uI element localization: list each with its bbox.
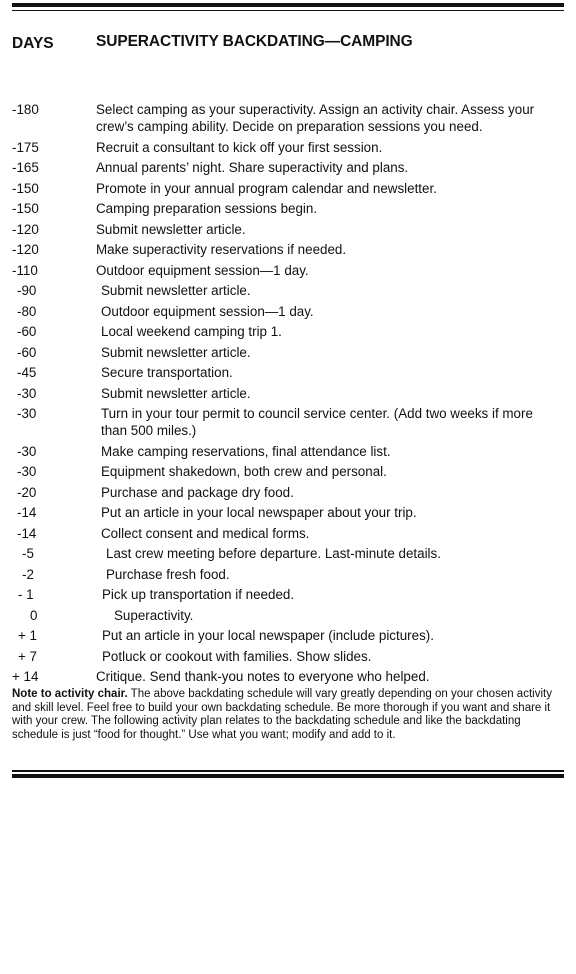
bottom-rule: [12, 770, 564, 778]
task-description: Equipment shakedown, both crew and personal.: [101, 464, 387, 479]
day-offset: -165: [12, 160, 39, 175]
task-description: Make superactivity reservations if needed.: [96, 242, 347, 257]
task-description: Make camping reservations, final attendance list.: [101, 443, 391, 459]
day-offset: -45: [17, 365, 37, 380]
day-offset: + 7: [18, 648, 37, 664]
schedule-row: [12, 139, 564, 156]
day-offset: -20: [17, 484, 37, 500]
schedule-row: [12, 323, 564, 340]
task-description: Put an article in your local newspaper about your trip.: [101, 505, 417, 520]
task-description: Critique. Send thank-you notes to everyone who helped.: [96, 669, 430, 684]
schedule-row: [12, 607, 564, 624]
task-description: Turn in your tour permit to council service center. (Add two weeks if more than 500 miles.): [101, 406, 533, 438]
day-offset: -180: [12, 102, 39, 117]
day-offset: -2: [22, 566, 34, 582]
day-offset: -60: [17, 344, 37, 360]
task-description: Outdoor equipment session—1 day.: [101, 303, 314, 319]
day-offset: 0: [30, 607, 38, 623]
schedule-row: [12, 545, 564, 562]
schedule-row: [12, 159, 564, 176]
page-title: SUPERACTIVITY BACKDATING—CAMPING: [96, 33, 413, 50]
schedule-row: [12, 586, 564, 603]
days-column-heading: DAYS: [12, 35, 54, 52]
task-description: Recruit a consultant to kick off your first session.: [96, 139, 383, 155]
day-offset: -120: [12, 242, 39, 257]
task-description: Last crew meeting before departure. Last-minute details.: [106, 546, 441, 561]
day-offset: -110: [12, 262, 38, 278]
schedule-row: [12, 262, 564, 279]
schedule-list: [12, 101, 564, 689]
day-offset: - 1: [18, 587, 34, 602]
day-offset: + 14: [12, 669, 39, 684]
note-to-activity-chair: [12, 688, 562, 742]
schedule-row: [12, 627, 564, 644]
schedule-row: [12, 101, 564, 135]
day-offset: -150: [12, 201, 39, 216]
schedule-row: [12, 180, 564, 197]
day-offset: -90: [17, 283, 37, 298]
schedule-row: [12, 668, 564, 685]
task-description: Superactivity.: [114, 607, 194, 623]
task-description: Local weekend camping trip 1.: [101, 324, 282, 339]
task-description: Secure transportation.: [101, 365, 233, 380]
task-description: Potluck or cookout with families. Show slides.: [102, 648, 372, 664]
day-offset: -14: [17, 505, 37, 520]
schedule-row: [12, 364, 564, 381]
schedule-row: [12, 303, 564, 320]
task-description: Promote in your annual program calendar and newsletter.: [96, 180, 437, 196]
day-offset: -14: [17, 525, 37, 541]
day-offset: -150: [12, 180, 39, 196]
task-description: Purchase fresh food.: [106, 566, 230, 582]
day-offset: + 1: [18, 628, 37, 643]
schedule-row: [12, 241, 564, 258]
day-offset: -30: [17, 443, 37, 459]
day-offset: -80: [17, 303, 37, 319]
schedule-row: [12, 344, 564, 361]
schedule-row: [12, 648, 564, 665]
task-description: Purchase and package dry food.: [101, 484, 294, 500]
day-offset: -30: [17, 464, 37, 479]
top-rule: [12, 3, 564, 11]
task-description: Put an article in your local newspaper (include pictures).: [102, 628, 434, 643]
task-description: Submit newsletter article.: [101, 344, 251, 360]
schedule-row: [12, 221, 564, 238]
schedule-row: [12, 385, 564, 402]
task-description: Collect consent and medical forms.: [101, 525, 310, 541]
note-lead: Note to activity chair.: [12, 688, 128, 700]
task-description: Submit newsletter article.: [96, 221, 246, 237]
task-description: Submit newsletter article.: [101, 283, 251, 298]
task-description: Outdoor equipment session—1 day.: [96, 262, 309, 278]
task-description: Pick up transportation if needed.: [102, 587, 295, 602]
day-offset: -120: [12, 221, 39, 237]
schedule-row: [12, 525, 564, 542]
schedule-row: [12, 484, 564, 501]
day-offset: -5: [22, 546, 34, 561]
note-body: The above backdating schedule will vary greatly depending on your chosen activity and skill level. Feel free to build your own backdating schedule. Be more thorough if you want and share it with your crew. The following activity plan relates to the backdating schedule and like the backdating schedule is just “food for thought.” Use what you want; modify and add to it.: [12, 688, 552, 741]
schedule-row: [12, 443, 564, 460]
task-description: Camping preparation sessions begin.: [96, 201, 318, 216]
day-offset: -175: [12, 139, 39, 155]
schedule-row: [12, 566, 564, 583]
task-description: Submit newsletter article.: [101, 385, 251, 401]
schedule-row: [12, 504, 564, 521]
day-offset: -60: [17, 324, 37, 339]
task-description: Annual parents’ night. Share superactivity and plans.: [96, 160, 409, 175]
day-offset: -30: [17, 385, 37, 401]
schedule-row: [12, 405, 564, 439]
schedule-row: [12, 463, 564, 480]
schedule-row: [12, 200, 564, 217]
schedule-row: [12, 282, 564, 299]
task-description: Select camping as your superactivity. Assign an activity chair. Assess your crew’s camping ability. Decide on preparation sessions you need.: [96, 102, 535, 134]
day-offset: -30: [17, 406, 37, 421]
